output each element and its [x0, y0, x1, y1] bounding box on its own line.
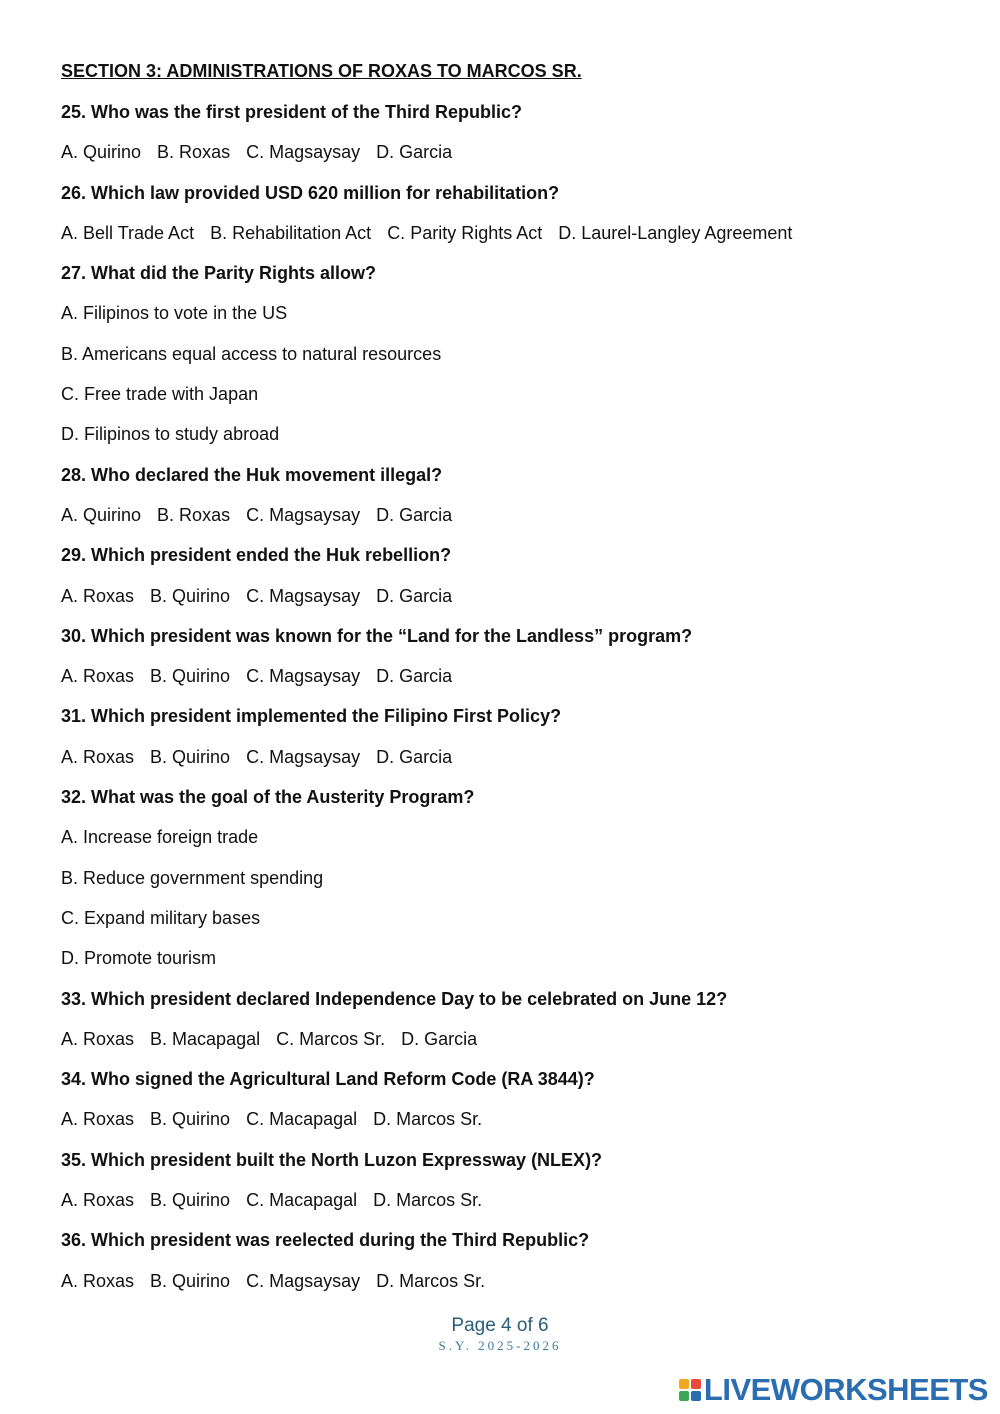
section-title: SECTION 3: ADMINISTRATIONS OF ROXAS TO MARCOS SR. — [61, 61, 582, 81]
answer-option[interactable]: C. Parity Rights Act — [387, 222, 543, 243]
answer-options — [61, 746, 981, 786]
question-text: 36. Which president was reelected during the Third Republic? — [61, 1230, 590, 1251]
answer-option[interactable]: D. Marcos Sr. — [376, 1270, 486, 1291]
answer-option[interactable]: A. Increase foreign trade — [61, 827, 259, 848]
question-text: 26. Which law provided USD 620 million for rehabilitation? — [61, 182, 560, 203]
answer-option[interactable]: A. Roxas — [61, 1028, 135, 1049]
answer-option[interactable]: A. Filipinos to vote in the US — [61, 303, 288, 324]
question-text: 30. Which president was known for the “Land for the Landless” program? — [61, 625, 693, 646]
answer-option[interactable]: C. Marcos Sr. — [276, 1028, 386, 1049]
answer-option[interactable]: A. Quirino — [61, 504, 142, 525]
liveworksheets-logo-icon — [679, 1379, 701, 1401]
answer-options — [61, 504, 981, 544]
answer-option[interactable]: C. Expand military bases — [61, 907, 261, 928]
question-list — [61, 101, 981, 1310]
answer-option[interactable]: B. Reduce government spending — [61, 867, 324, 888]
answer-option[interactable]: C. Magsaysay — [246, 142, 361, 163]
answer-option[interactable]: C. Magsaysay — [246, 746, 361, 767]
answer-option[interactable]: B. Macapagal — [150, 1028, 261, 1049]
answer-options — [61, 222, 981, 262]
answer-option[interactable]: D. Laurel-Langley Agreement — [558, 222, 793, 243]
answer-option[interactable]: D. Marcos Sr. — [373, 1190, 483, 1211]
answer-option[interactable]: A. Roxas — [61, 1109, 135, 1130]
question-text: 25. Who was the first president of the Third Republic? — [61, 102, 523, 122]
answer-options — [61, 585, 981, 625]
answer-option[interactable]: D. Garcia — [376, 746, 453, 767]
answer-option[interactable]: A. Roxas — [61, 746, 135, 767]
answer-option[interactable]: B. Quirino — [150, 1270, 231, 1291]
answer-option[interactable]: D. Filipinos to study abroad — [61, 424, 280, 445]
answer-option[interactable]: A. Roxas — [61, 666, 135, 687]
answer-option[interactable]: A. Roxas — [61, 1270, 135, 1291]
answer-option[interactable]: C. Magsaysay — [246, 585, 361, 606]
answer-option[interactable]: A. Quirino — [61, 142, 142, 163]
answer-option[interactable]: C. Magsaysay — [246, 504, 361, 525]
answer-option[interactable]: D. Promote tourism — [61, 948, 217, 969]
answer-option[interactable]: B. Rehabilitation Act — [210, 222, 372, 243]
answer-option[interactable]: B. Quirino — [150, 746, 231, 767]
question-text: 32. What was the goal of the Austerity Program? — [61, 787, 475, 808]
answer-options — [61, 1270, 981, 1310]
school-year: S.Y. 2025-2026 — [438, 1338, 562, 1353]
question-text: 28. Who declared the Huk movement illegal? — [61, 464, 443, 485]
answer-option[interactable]: A. Roxas — [61, 1190, 135, 1211]
question-text: 29. Which president ended the Huk rebellion? — [61, 545, 452, 566]
answer-options — [61, 1108, 981, 1148]
answer-option[interactable]: D. Marcos Sr. — [373, 1109, 483, 1130]
logo-square — [691, 1379, 701, 1389]
answer-option[interactable]: A. Bell Trade Act — [61, 222, 195, 243]
answer-option[interactable]: A. Roxas — [61, 585, 135, 606]
page-number: Page 4 of 6 — [451, 1315, 549, 1336]
logo-square — [691, 1391, 701, 1401]
answer-option[interactable]: C. Macapagal — [246, 1190, 358, 1211]
answer-option[interactable]: C. Macapagal — [246, 1109, 358, 1130]
answer-option[interactable]: C. Free trade with Japan — [61, 384, 259, 405]
answer-option[interactable]: D. Garcia — [376, 666, 453, 687]
answer-option[interactable]: B. Roxas — [157, 142, 231, 163]
logo-square — [679, 1379, 689, 1389]
liveworksheets-brand[interactable] — [679, 1372, 988, 1408]
question-text: 33. Which president declared Independence Day to be celebrated on June 12? — [61, 988, 728, 1009]
answer-option[interactable]: D. Garcia — [376, 504, 453, 525]
answer-option[interactable]: B. Quirino — [150, 666, 231, 687]
answer-option[interactable]: D. Garcia — [376, 142, 453, 163]
answer-option[interactable]: D. Garcia — [401, 1028, 478, 1049]
answer-options — [61, 141, 981, 181]
answer-options — [61, 1028, 981, 1068]
answer-option[interactable]: B. Roxas — [157, 504, 231, 525]
question-text: 27. What did the Parity Rights allow? — [61, 263, 377, 284]
logo-square — [679, 1391, 689, 1401]
answer-option[interactable]: B. Quirino — [150, 1190, 231, 1211]
question-text: 34. Who signed the Agricultural Land Reform Code (RA 3844)? — [61, 1069, 595, 1090]
answer-options — [61, 1189, 981, 1229]
answer-option[interactable]: D. Garcia — [376, 585, 453, 606]
answer-options — [61, 665, 981, 705]
answer-option[interactable]: C. Magsaysay — [246, 666, 361, 687]
question-text: 35. Which president built the North Luzon Expressway (NLEX)? — [61, 1149, 603, 1170]
answer-option[interactable]: B. Americans equal access to natural resources — [61, 343, 442, 364]
answer-option[interactable]: B. Quirino — [150, 1109, 231, 1130]
question-text: 31. Which president implemented the Filipino First Policy? — [61, 706, 562, 727]
brand-name: LIVEWORKSHEETS — [703, 1372, 988, 1407]
answer-option[interactable]: C. Magsaysay — [246, 1270, 361, 1291]
answer-option[interactable]: B. Quirino — [150, 585, 231, 606]
